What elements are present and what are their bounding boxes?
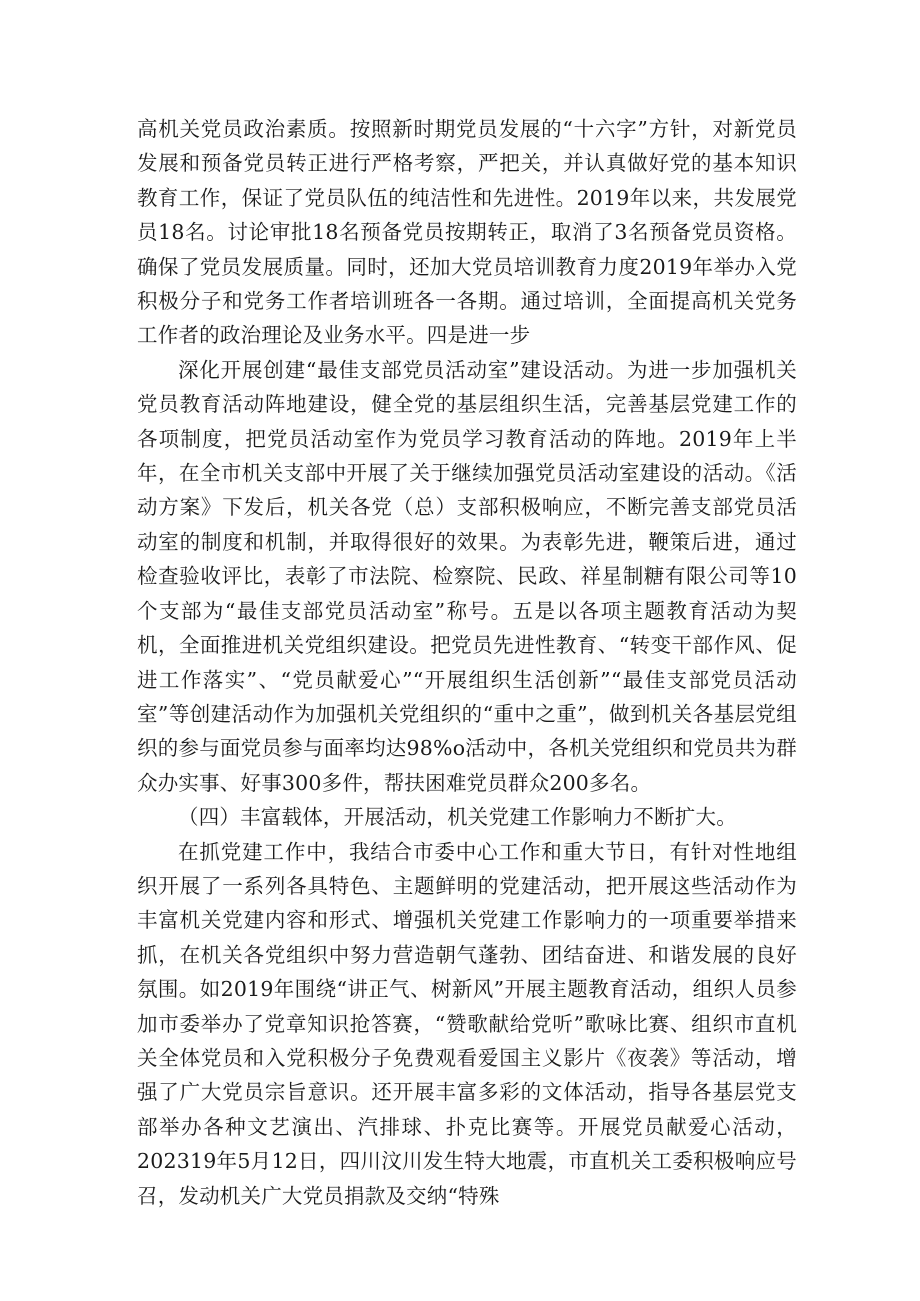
section-heading-4: （四）丰富载体，开展活动，机关党建工作影响力不断扩大。 [178, 805, 737, 830]
paragraph-2: 深化开展创建“最佳支部党员活动室”建设活动。为进一步加强机关党员教育活动阵地建设，健全党的基层组织生活，完善基层党建工作的各项制度，把党员活动室作为党员学习教育活动的阵地。2019年上半年，在全市机关支部中开展了关于继续加强党员活动室建设的活动。《活动方案》下发后，机关各党（总）支部积极响应，不断完善支部党员活动室的制度和机制，并取得很好的效果。为表彰先进，鞭策后进，通过检查验收评比，表彰了市法院、检察院、民政、祥星制糖有限公司等10个支部为“最佳支部党员活动室”称号。五是以各项主题教育活动为契机，全面推进机关党组织建设。把党员先进性教育、“转变干部作风、促进工作落实”、“党员献爱心”“开展组织生活创新”“最佳支部党员活动室”等创建活动作为加强机关党组织的“重中之重”，做到机关各基层党组织的参与面党员参与面率均达98%o活动中，各机关党组织和党员共为群众办实事、好事300多件，帮扶困难党员群众200多名。 [137, 357, 797, 795]
document-body [137, 112, 797, 1213]
paragraph-1: 高机关党员政治素质。按照新时期党员发展的“十六字”方针，对新党员发展和预备党员转正进行严格考察，严把关，并认真做好党的基本知识教育工作，保证了党员队伍的纯洁性和先进性。2019年以来，共发展党员18名。讨论审批18名预备党员按期转正，取消了3名预备党员资格。确保了党员发展质量。同时，还加大党员培训教育力度2019年举办入党积极分子和党务工作者培训班各一各期。通过培训，全面提高机关党务工作者的政治理论及业务水平。四是进一步 [137, 117, 797, 348]
paragraph-3: 在抓党建工作中，我结合市委中心工作和重大节日，有针对性地组织开展了一系列各具特色、主题鲜明的党建活动，把开展这些活动作为丰富机关党建内容和形式、增强机关党建工作影响力的一项重要举措来抓，在机关各党组织中努力营造朝气蓬勃、团结奋进、和谐发展的良好氛围。如2019年围绕“讲正气、树新风”开展主题教育活动，组织人员参加市委举办了党章知识抢答赛，“赞歌献给党听”歌咏比赛、组织市直机关全体党员和入党积极分子免费观看爱国主义影片《夜袭》等活动，增强了广大党员宗旨意识。还开展丰富多彩的文体活动，指导各基层党支部举办各种文艺演出、汽排球、扑克比赛等。开展党员献爱心活动，202319年5月12日，四川汶川发生特大地震，市直机关工委积极响应号召，发动机关广大党员捐款及交纳“特殊 [137, 839, 797, 1208]
